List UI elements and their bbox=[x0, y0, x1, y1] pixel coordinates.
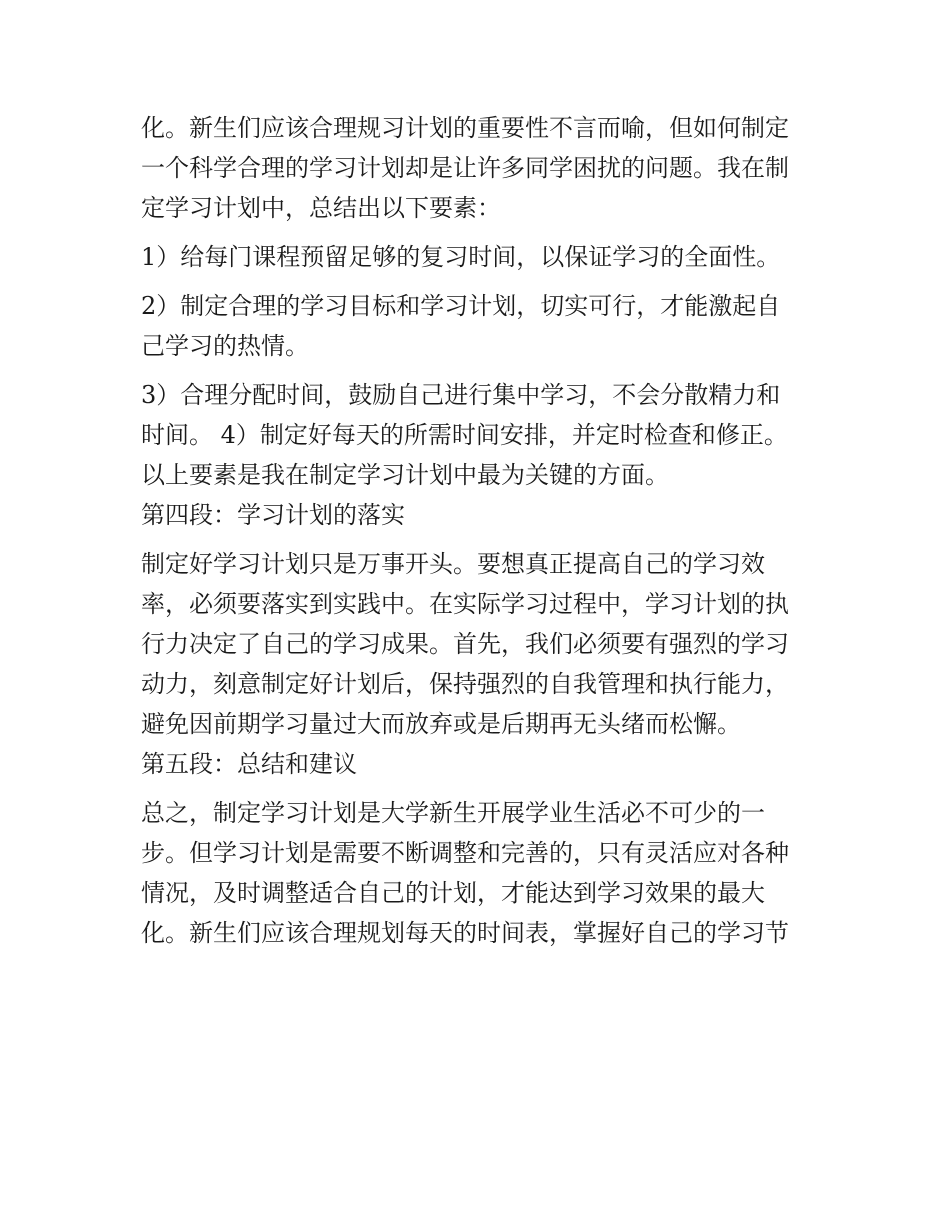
text-line: 步。但学习计划是需要不断调整和完善的，只有灵活应对各种 bbox=[141, 839, 789, 867]
text-line: 动力，刻意制定好计划后，保持强烈的自我管理和执行能力， bbox=[141, 670, 789, 698]
paragraph-gap bbox=[141, 784, 821, 793]
document-body bbox=[141, 108, 821, 953]
list-item: 3）合理分配时间，鼓励自己进行集中学习，不会分散精力和 bbox=[141, 381, 781, 409]
text-line: 行力决定了自己的学习成果。首先，我们必须要有强烈的学习 bbox=[141, 630, 789, 658]
text-line: 制定好学习计划只是万事开头。要想真正提高自己的学习效 bbox=[141, 550, 765, 578]
paragraph-gap bbox=[141, 535, 821, 544]
text-line: 化。新生们应该合理规习计划的重要性不言而喻，但如何制定 bbox=[141, 114, 789, 142]
text-line: 一个科学合理的学习计划却是让许多同学困扰的问题。我在制 bbox=[141, 154, 789, 182]
paragraph-gap bbox=[141, 228, 821, 237]
paragraph-gap bbox=[141, 366, 821, 375]
text-line: 化。新生们应该合理规划每天的时间表，掌握好自己的学习节 bbox=[141, 919, 789, 947]
text-line: 以上要素是我在制定学习计划中最为关键的方面。 bbox=[141, 461, 669, 489]
text-line: 情况，及时调整适合自己的计划，才能达到学习效果的最大 bbox=[141, 879, 765, 907]
paragraph-gap bbox=[141, 277, 821, 286]
list-item: 1）给每门课程预留足够的复习时间，以保证学习的全面性。 bbox=[141, 243, 781, 271]
text-line: 避免因前期学习量过大而放弃或是后期再无头绪而松懈。 bbox=[141, 710, 741, 738]
text-line: 时间。 4）制定好每天的所需时间安排，并定时检查和修正。 bbox=[141, 421, 788, 449]
text-line: 定学习计划中，总结出以下要素： bbox=[141, 194, 501, 222]
text-line: 总之，制定学习计划是大学新生开展学业生活必不可少的一 bbox=[141, 799, 765, 827]
text-line: 己学习的热情。 bbox=[141, 332, 309, 360]
text-line: 率，必须要落实到实践中。在实际学习过程中，学习计划的执 bbox=[141, 590, 789, 618]
section-heading: 第四段：学习计划的落实 bbox=[141, 501, 405, 529]
section-heading: 第五段：总结和建议 bbox=[141, 750, 357, 778]
list-item: 2）制定合理的学习目标和学习计划，切实可行，才能激起自 bbox=[141, 292, 781, 320]
